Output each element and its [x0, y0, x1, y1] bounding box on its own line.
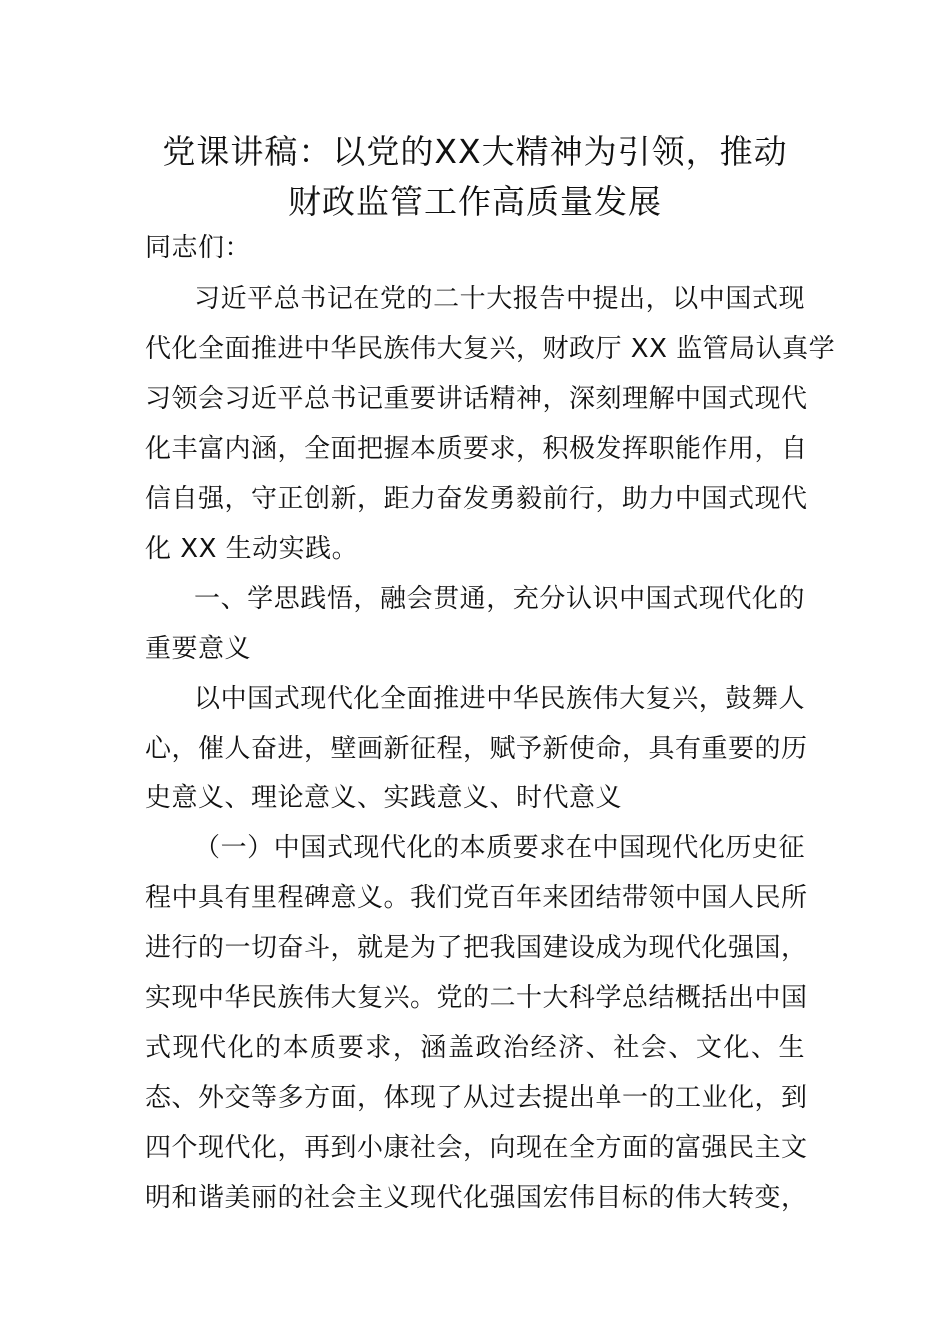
salutation: 同志们： [145, 233, 252, 263]
paragraph-line: 心，催人奋进，壁画新征程，赋予新使命，具有重要的历 [145, 734, 808, 764]
paragraph-line: 化 XX 生动实践。 [145, 534, 359, 564]
paragraph-line: 化丰富内涵，全面把握本质要求，积极发挥职能作用，自 [145, 434, 808, 464]
document-title-line-1: 党课讲稿：以党的XX大精神为引领，推动 [162, 132, 788, 171]
paragraph-line: （一）中国式现代化的本质要求在中国现代化历史征 [194, 833, 805, 863]
paragraph-line: 信自强，守正创新，距力奋发勇毅前行，助力中国式现代 [145, 484, 808, 514]
paragraph-line: 习近平总书记在党的二十大报告中提出，以中国式现 [194, 284, 805, 314]
section-heading-line: 一、学思践悟，融会贯通，充分认识中国式现代化的 [194, 584, 805, 614]
paragraph-line: 四个现代化，再到小康社会，向现在全方面的富强民主文 [145, 1133, 808, 1163]
paragraph-line: 习领会习近平总书记重要讲话精神，深刻理解中国式现代 [145, 384, 808, 414]
document-title-line-2: 财政监管工作高质量发展 [288, 182, 662, 221]
paragraph-line: 明和谐美丽的社会主义现代化强国宏伟目标的伟大转变， [145, 1183, 808, 1213]
paragraph-line: 态、外交等多方面，体现了从过去提出单一的工业化，到 [145, 1083, 808, 1113]
paragraph-line: 程中具有里程碑意义。我们党百年来团结带领中国人民所 [145, 883, 808, 913]
paragraph-line: 式现代化的本质要求，涵盖政治经济、社会、文化、生 [145, 1033, 805, 1063]
paragraph-line: 史意义、理论意义、实践意义、时代意义 [145, 783, 623, 813]
paragraph-line: 实现中华民族伟大复兴。党的二十大科学总结概括出中国 [145, 983, 808, 1013]
section-heading-line: 重要意义 [145, 634, 252, 664]
paragraph-line: 以中国式现代化全面推进中华民族伟大复兴，鼓舞人 [194, 684, 805, 714]
paragraph-line: 代化全面推进中华民族伟大复兴，财政厅 XX 监管局认真学 [145, 334, 836, 364]
paragraph-line: 进行的一切奋斗，就是为了把我国建设成为现代化强国， [145, 933, 808, 963]
